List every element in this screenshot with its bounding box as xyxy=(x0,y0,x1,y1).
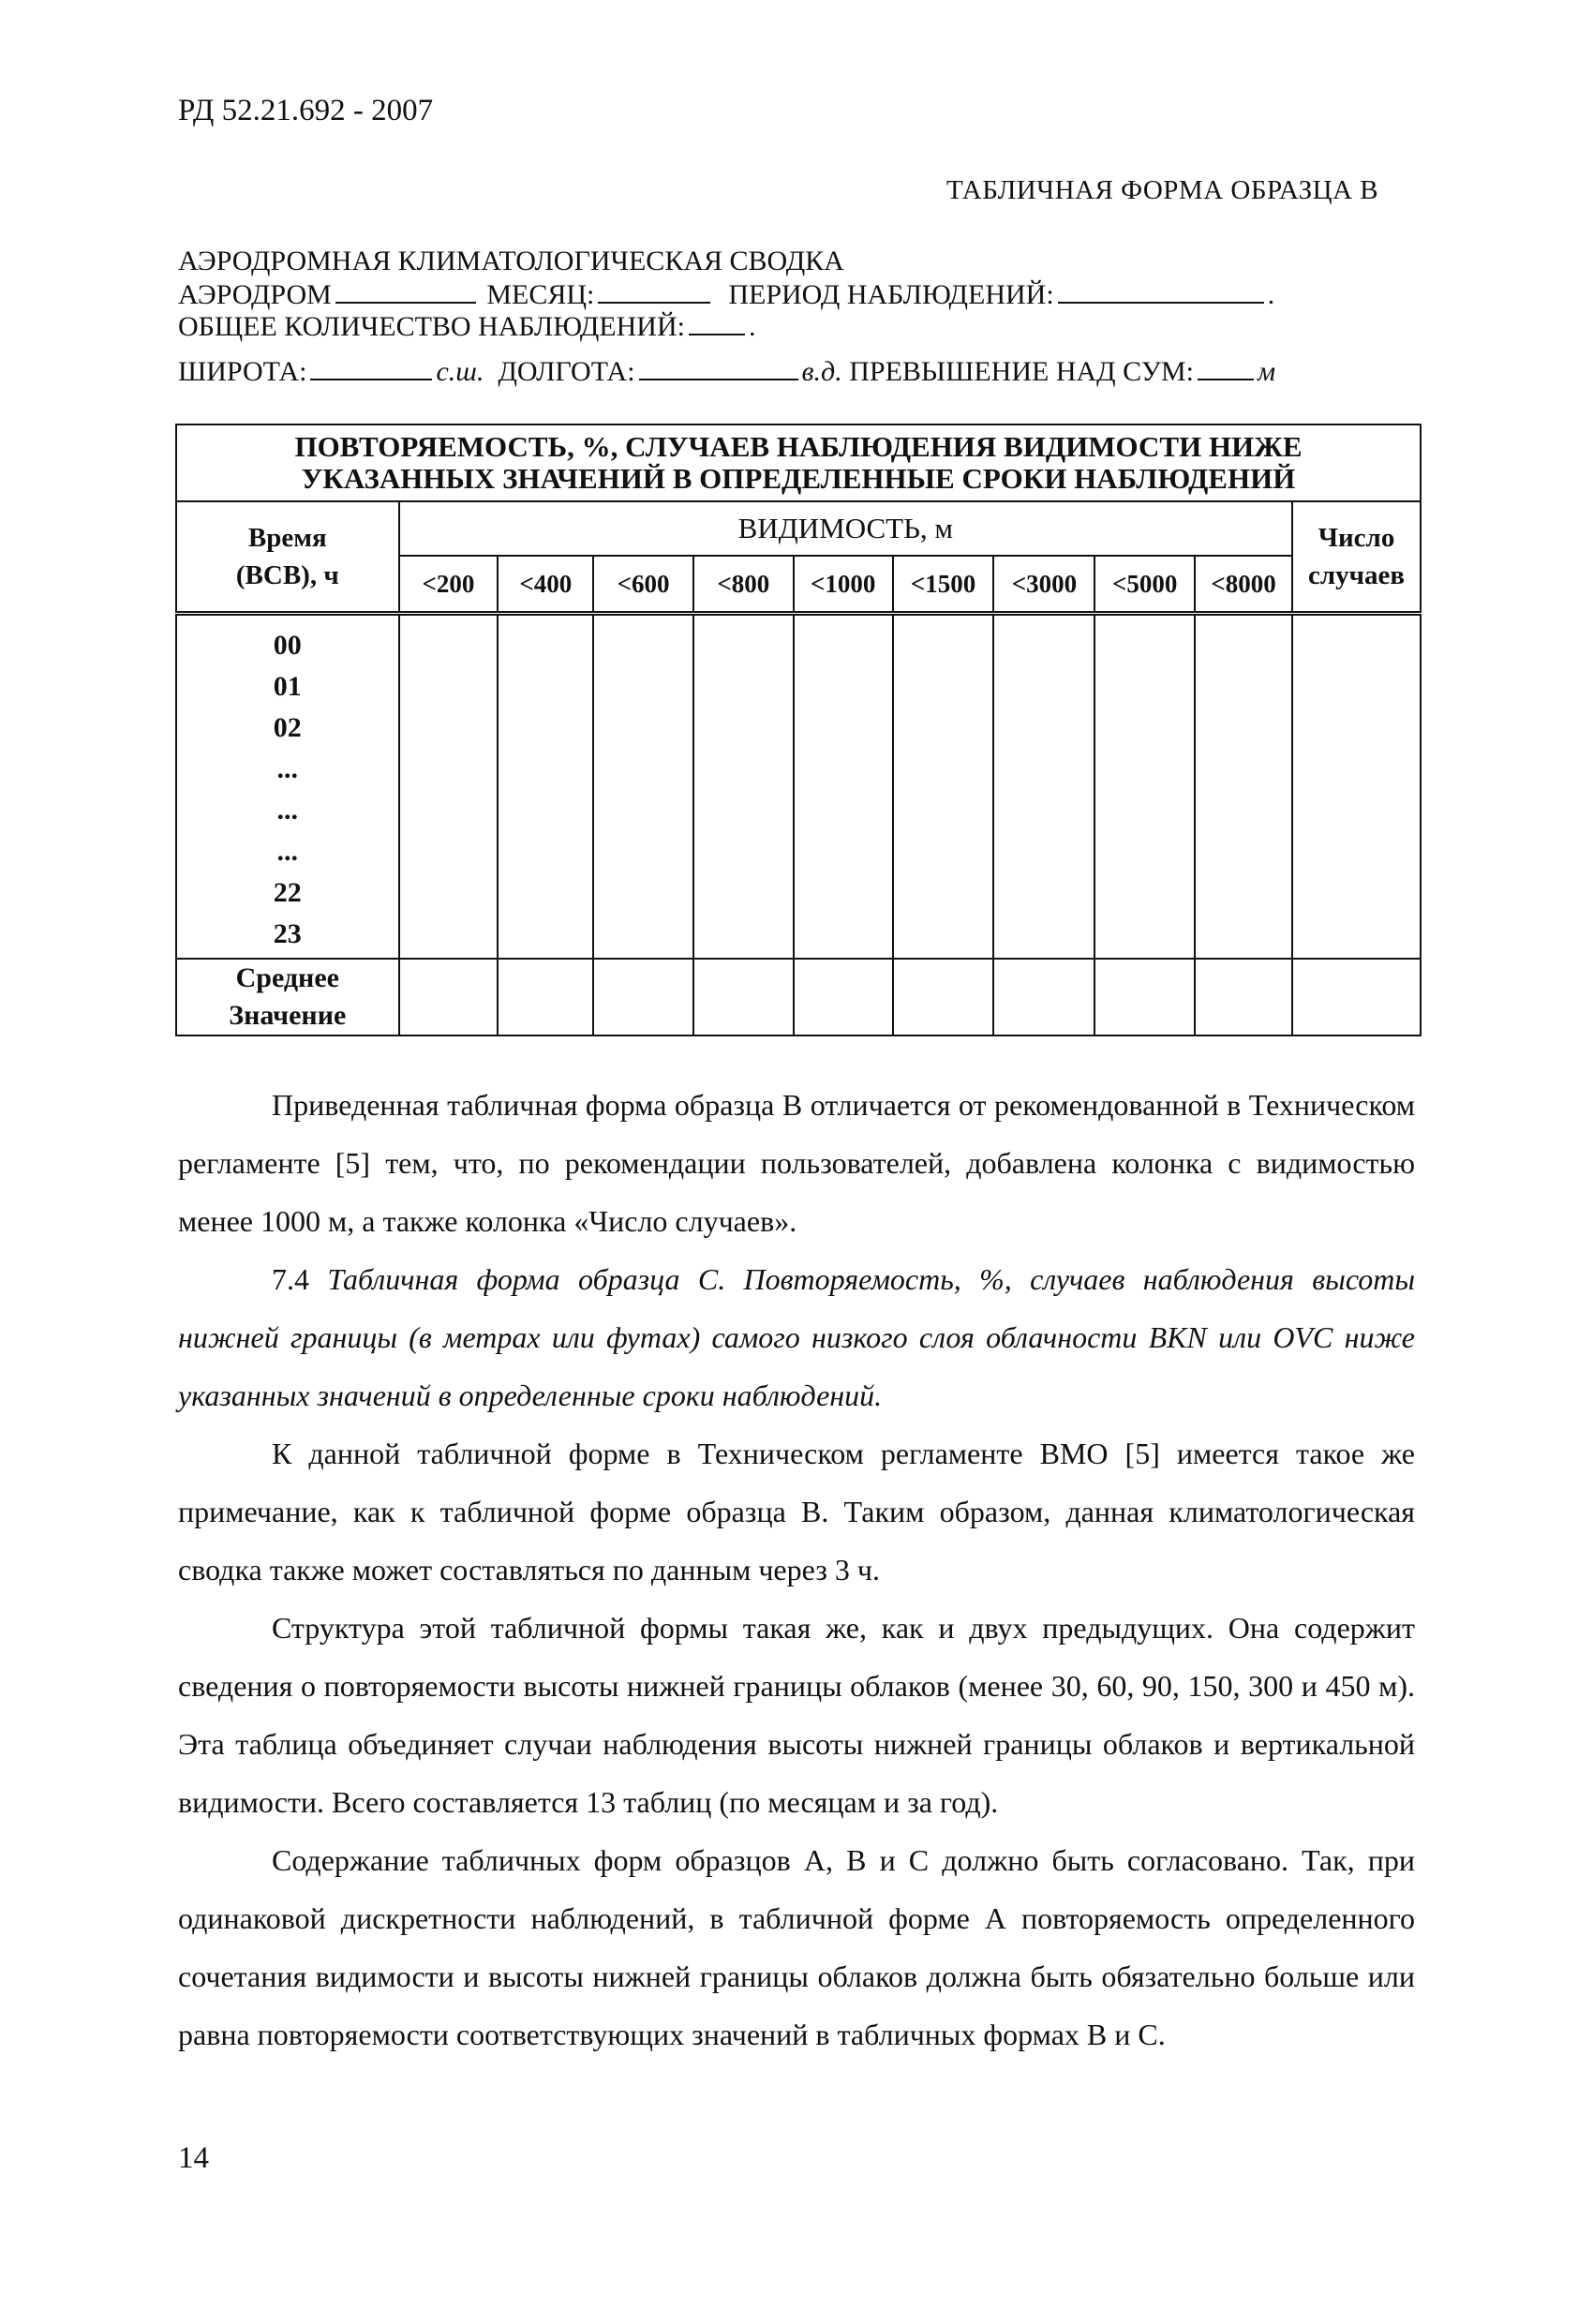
visibility-table xyxy=(175,424,1422,1036)
col-header: <800 xyxy=(693,556,794,614)
empty-cell xyxy=(1292,959,1421,1035)
empty-cell xyxy=(1094,959,1195,1035)
time-value: ... xyxy=(276,753,299,784)
body-text xyxy=(178,1076,1415,2063)
time-header-line2: (ВСВ), ч xyxy=(235,560,339,590)
empty-cell xyxy=(693,959,794,1035)
lat-unit: с.ш. xyxy=(436,356,484,387)
time-value: ... xyxy=(276,795,299,826)
empty-cell xyxy=(893,614,994,960)
empty-cell xyxy=(399,959,499,1035)
header-line-coords xyxy=(178,354,1275,388)
empty-cell xyxy=(593,614,693,960)
total-obs-label: ОБЩЕЕ КОЛИЧЕСТВО НАБЛЮДЕНИЙ: xyxy=(178,311,685,342)
col-header: <1500 xyxy=(893,556,994,614)
table-row xyxy=(176,614,1421,960)
time-value: 02 xyxy=(273,712,302,743)
col-header: <400 xyxy=(498,556,593,614)
empty-cell xyxy=(993,959,1094,1035)
empty-cell xyxy=(794,959,893,1035)
period-label: ПЕРИОД НАБЛЮДЕНИЙ: xyxy=(728,279,1054,310)
paragraph-1: Приведенная табличная форма образца В отличается от рекомендованной в Техническом регламенте [5] тем, что, по рекомендации пользователей, добавлена колонка с видимостью менее 1000 м, а также колонка «Число случаев». xyxy=(178,1088,1415,1238)
empty-cell xyxy=(399,614,499,960)
total-dot: . xyxy=(748,311,756,342)
average-line2: Значение xyxy=(229,1000,347,1031)
table-title-line1: ПОВТОРЯЕМОСТЬ, %, СЛУЧАЕВ НАБЛЮДЕНИЯ ВИДИМОСТИ НИЖЕ xyxy=(294,430,1303,463)
col-header: <1000 xyxy=(794,556,893,614)
summary-title: АЭРОДРОМНАЯ КЛИМАТОЛОГИЧЕСКАЯ СВОДКА xyxy=(178,246,844,276)
paragraph-3: К данной табличной форме в Техническом регламенте ВМО [5] имеется такое же примечание, как к табличной форме образца В. Таким образом, данная климатологическая сводка также может составляться по данным через 3 ч. xyxy=(178,1437,1415,1587)
table-title-line2: УКАЗАННЫХ ЗНАЧЕНИЙ В ОПРЕДЕЛЕННЫЕ СРОКИ НАБЛЮДЕНИЙ xyxy=(301,462,1296,495)
table-title xyxy=(176,425,1421,501)
longitude-blank xyxy=(639,354,798,380)
count-header xyxy=(1292,501,1421,614)
time-list xyxy=(176,614,399,960)
col-header: <8000 xyxy=(1195,556,1292,614)
aerodrome-label: АЭРОДРОМ xyxy=(178,279,332,310)
count-header-line1: Число xyxy=(1318,523,1395,553)
time-header xyxy=(176,501,399,614)
total-obs-blank xyxy=(689,309,745,335)
time-value: ... xyxy=(276,836,299,867)
elevation-label: ПРЕВЫШЕНИЕ НАД СУМ: xyxy=(849,356,1194,387)
average-label xyxy=(176,959,399,1035)
empty-cell xyxy=(1292,614,1421,960)
header-line-aerodrome xyxy=(178,277,1274,311)
empty-cell xyxy=(498,614,593,960)
latitude-blank xyxy=(310,354,432,380)
time-header-line1: Время xyxy=(247,523,327,553)
aerodrome-blank xyxy=(335,277,476,304)
time-value: 22 xyxy=(273,877,302,908)
empty-cell xyxy=(498,959,593,1035)
time-value: 00 xyxy=(273,630,302,661)
elev-unit: м xyxy=(1257,356,1276,387)
longitude-label: ДОЛГОТА: xyxy=(498,356,635,387)
col-header: <200 xyxy=(399,556,499,614)
header-line-total xyxy=(178,309,755,343)
paragraph-2 xyxy=(178,1250,1415,1424)
empty-cell xyxy=(593,959,693,1035)
month-label: МЕСЯЦ: xyxy=(486,279,595,310)
period-blank xyxy=(1058,277,1264,304)
lon-unit: в.д. xyxy=(801,356,842,387)
elevation-blank xyxy=(1198,354,1254,380)
empty-cell xyxy=(1195,614,1292,960)
time-value: 01 xyxy=(273,671,302,702)
count-header-line2: случаев xyxy=(1308,560,1406,590)
time-value: 23 xyxy=(273,918,302,949)
document-code: РД 52.21.692 - 2007 xyxy=(178,94,434,127)
col-header: <5000 xyxy=(1094,556,1195,614)
col-header: <600 xyxy=(593,556,693,614)
period-dot: . xyxy=(1267,279,1275,310)
section-number: 7.4 xyxy=(272,1262,328,1296)
form-label: ТАБЛИЧНАЯ ФОРМА ОБРАЗЦА В xyxy=(946,175,1379,205)
table-row xyxy=(176,959,1421,1035)
visibility-header: ВИДИМОСТЬ, м xyxy=(399,501,1292,556)
paragraph-4: Структура этой табличной формы такая же, как и двух предыдущих. Она содержит сведения о повторяемости высоты нижней границы облаков (менее 30, 60, 90, 150, 300 и 450 м). Эта таблица объединяет случаи наблюдения высоты нижней границы облаков и вертикальной видимости. Всего составляется 13 таблиц (по месяцам и за год). xyxy=(178,1611,1415,1819)
empty-cell xyxy=(993,614,1094,960)
section-title: Табличная форма образца С. Повторяемость, %, случаев наблюдения высоты нижней границы (в метрах или футах) самого низкого слоя облачности BKN или OVC ниже указанных значений в определенные сроки наблюдений. xyxy=(178,1262,1416,1412)
average-line1: Среднее xyxy=(235,962,339,993)
empty-cell xyxy=(1094,614,1195,960)
empty-cell xyxy=(893,959,994,1035)
col-header: <3000 xyxy=(993,556,1094,614)
latitude-label: ШИРОТА: xyxy=(178,356,307,387)
empty-cell xyxy=(693,614,794,960)
empty-cell xyxy=(1195,959,1292,1035)
month-blank xyxy=(598,277,710,304)
empty-cell xyxy=(794,614,893,960)
page-number: 14 xyxy=(178,2141,209,2175)
paragraph-5: Содержание табличных форм образцов А, В и С должно быть согласовано. Так, при одинаковой дискретности наблюдений, в табличной форме А повторяемость определенного сочетания видимости и высоты нижней границы облаков должна быть обязательно больше или равна повторяемости соответствующих значений в табличных формах В и С. xyxy=(178,1843,1415,2051)
